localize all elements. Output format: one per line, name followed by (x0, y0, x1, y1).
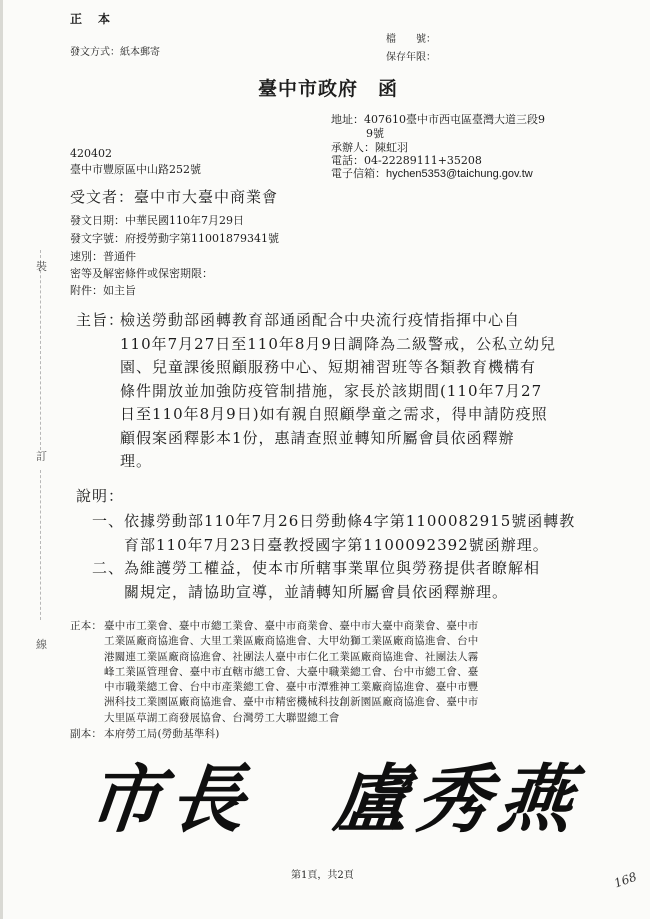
binding-line-upper (40, 250, 41, 450)
subject-line: 條件開放並加強防疫管制措施，家長於該期間(110年7月27 (120, 381, 543, 400)
explanation-line: 為維護勞工權益，使本市所轄事業單位與勞務提供者瞭解相 (124, 559, 541, 577)
subject-line: 110年7月27日至110年8月9日調降為二級警戒，公私立幼兒 (120, 334, 556, 353)
subject-body (120, 309, 556, 474)
copy-type-label: 正 本 (70, 12, 113, 26)
handwritten-number: 168 (612, 869, 639, 891)
copy-label: 副本： (70, 728, 103, 740)
recipient-line: 受文者：臺中市大臺中商業會 (70, 188, 279, 206)
cc-list (104, 619, 479, 726)
explanation-item-number: 一、 (92, 512, 125, 530)
subject-line: 理。 (120, 452, 153, 470)
cc-line: 洲科技工業園區廠商協進會、臺中市精密機械科技創新園區廠商協進會、臺中市 (104, 696, 479, 709)
send-method: 發文方式：紙本郵寄 (70, 47, 160, 58)
explanation-item (124, 557, 540, 604)
subject-line: 檢送勞動部函轉教育部通函配合中央流行疫情指揮中心自 (120, 311, 521, 329)
margin-mark-order: 訂 (36, 450, 47, 463)
mayor-signature: 市長 盧秀燕 (83, 757, 585, 843)
delivery-speed: 速別：普通件 (70, 250, 136, 263)
cc-line: 工業區廠商協進會、大里工業區廠商協進會、大甲幼獅工業區廠商協進會、台中 (104, 635, 479, 648)
security-level: 密等及解密條件或保密期限： (70, 267, 213, 280)
sender-address: 地址：407610臺中市西屯區臺灣大道三段9 (331, 113, 545, 126)
explanation-line: 育部110年7月23日臺教授國字第1100092392號函辦理。 (124, 535, 549, 554)
binding-line-lower (40, 470, 41, 620)
sender-phone: 電話：04-22289111+35208 (331, 154, 482, 167)
cc-line: 大里區草湖工商發展協會、台灣勞工大聯盟總工會 (104, 711, 340, 724)
subject-label: 主旨： (76, 311, 125, 329)
handler-name: 承辦人：陳虹羽 (331, 141, 408, 154)
subject-line: 日至110年8月9日)如有親自照顧學童之需求，得申請防疫照 (120, 405, 548, 423)
cc-line: 峰工業區管理會、臺中市直轄市總工會、大臺中職業總工會、台中市總工會、臺 (104, 665, 479, 678)
subject-line: 園、兒童課後照顧服務中心、短期補習班等各類教育機構有 (120, 358, 537, 376)
scan-edge (0, 0, 3, 919)
explanation-label: 說明： (76, 487, 125, 505)
cc-label: 正本： (70, 620, 103, 632)
page-number: 第1頁，共2頁 (291, 870, 354, 881)
explanation-item-number: 二、 (92, 559, 125, 577)
issue-date: 發文日期：中華民國110年7月29日 (70, 214, 244, 227)
file-number-label: 檔 號： (386, 34, 436, 45)
recipient-street: 臺中市豐原區中山路252號 (70, 163, 201, 176)
sender-email-row (331, 165, 533, 181)
margin-mark-bind: 裝 (36, 260, 47, 273)
cc-line: 臺中市工業會、臺中市總工業會、臺中市商業會、臺中市大臺中商業會、臺中市 (104, 620, 479, 632)
document-number: 發文字號：府授勞動字第11001879341號 (70, 232, 279, 245)
attachment-line: 附件：如主旨 (70, 284, 136, 297)
copy-recipient: 本府勞工局(勞動基準科) (104, 728, 220, 740)
explanation-line: 關規定，請協助宣導，並請轉知所屬會員依函釋辦理。 (124, 582, 509, 601)
margin-mark-line: 線 (36, 638, 47, 651)
cc-line: 港關連工業區廠商協進會、社團法人臺中市仁化工業區廠商協進會、社團法人霧 (104, 650, 479, 663)
cc-line: 中市職業總工會、台中市產業總工會、臺中市潭雅神工業廠商協進會、臺中市豐 (104, 681, 479, 694)
explanation-line: 依據勞動部110年7月26日勞動條4字第1100082915號函轉教 (124, 512, 576, 530)
document-title: 臺中市政府 函 (258, 78, 399, 100)
postal-code: 420402 (70, 147, 112, 160)
retention-label: 保存年限： (386, 52, 436, 63)
email-label: 電子信箱： (331, 167, 386, 180)
subject-line: 顧假案函釋影本1份，惠請查照並轉知所屬會員依函釋辦 (120, 428, 515, 447)
sender-address-cont: 9號 (366, 127, 384, 140)
explanation-item (124, 510, 575, 557)
email-address: hychen5353@taichung.gov.tw (386, 168, 533, 180)
